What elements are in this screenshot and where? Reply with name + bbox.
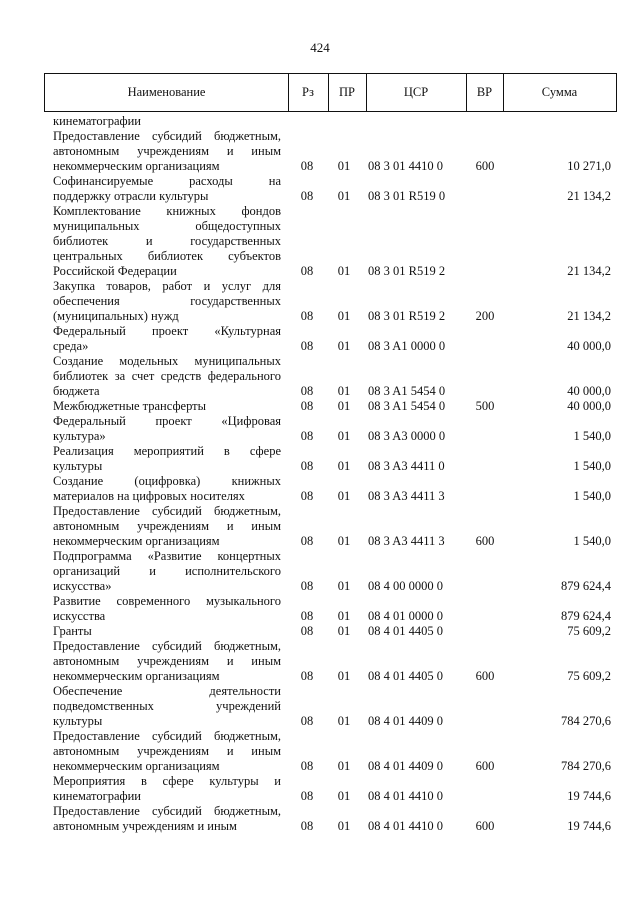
row-name-line: библиотек за счет средств федерального xyxy=(53,369,281,383)
row-name xyxy=(53,354,281,399)
row-rz: 08 xyxy=(300,429,314,443)
row-name-line: Закупка товаров, работ и услуг для xyxy=(53,279,281,293)
row-name xyxy=(53,444,281,474)
row-csr: 08 3 01 R519 2 xyxy=(368,264,446,278)
row-rz: 08 xyxy=(300,339,314,353)
row-csr: 08 3 A3 4411 3 xyxy=(368,489,445,503)
table-row xyxy=(0,174,640,204)
row-pr: 01 xyxy=(337,189,351,203)
row-rz: 08 xyxy=(300,489,314,503)
row-csr: 08 3 A3 4411 3 xyxy=(368,534,445,548)
row-name-line: Предоставление субсидий бюджетным, xyxy=(53,129,281,143)
table-row xyxy=(0,549,640,594)
table-row xyxy=(0,354,640,399)
row-rz: 08 xyxy=(300,714,314,728)
row-vr: 200 xyxy=(475,309,495,323)
row-vr: 600 xyxy=(475,669,495,683)
row-name-line: Мероприятия в сфере культуры и xyxy=(53,774,281,788)
row-name-line: культуры xyxy=(53,459,103,473)
row-name xyxy=(53,804,281,834)
row-vr: 600 xyxy=(475,759,495,773)
row-name xyxy=(53,474,281,504)
row-pr: 01 xyxy=(337,159,351,173)
row-pr: 01 xyxy=(337,459,351,473)
row-name xyxy=(53,414,281,444)
row-name-line: Реализация мероприятий в сфере xyxy=(53,444,281,458)
row-rz: 08 xyxy=(300,384,314,398)
row-csr: 08 3 A1 5454 0 xyxy=(368,384,446,398)
row-pr: 01 xyxy=(337,789,351,803)
table-row xyxy=(0,129,640,174)
page-number: 424 xyxy=(310,40,330,55)
row-name-line: материалов на цифровых носителях xyxy=(53,489,245,503)
row-rz: 08 xyxy=(300,669,314,683)
row-sum: 1 540,0 xyxy=(573,534,611,548)
row-name-line: Российской Федерации xyxy=(53,264,177,278)
column-header-name: Наименование xyxy=(45,74,289,111)
row-name-line: автономным учреждениям и иным xyxy=(53,144,281,158)
column-header-pr: ПР xyxy=(328,74,367,111)
row-name-line: искусства» xyxy=(53,579,112,593)
table-row xyxy=(0,684,640,729)
row-name-line: подведомственных учреждений xyxy=(53,699,281,713)
table-row xyxy=(0,204,640,279)
row-pr: 01 xyxy=(337,819,351,833)
row-name-line: Предоставление субсидий бюджетным, xyxy=(53,504,281,518)
row-pr: 01 xyxy=(337,309,351,323)
row-name-line: автономным учреждениям и иным xyxy=(53,744,281,758)
row-csr: 08 3 A3 0000 0 xyxy=(368,429,446,443)
row-name-line: автономным учреждениям и иным xyxy=(53,519,281,533)
row-name-line: Софинансируемые расходы на xyxy=(53,174,281,188)
row-sum: 1 540,0 xyxy=(573,459,611,473)
row-name-line: (муниципальных) нужд xyxy=(53,309,179,323)
row-name-line: Предоставление субсидий бюджетным, xyxy=(53,729,281,743)
row-name xyxy=(53,549,281,594)
table-row xyxy=(0,399,640,414)
table-row xyxy=(0,639,640,684)
row-name-line: бюджета xyxy=(53,384,100,398)
row-vr: 600 xyxy=(475,159,495,173)
row-name-line: кинематографии xyxy=(53,114,142,128)
table-row xyxy=(0,324,640,354)
row-pr: 01 xyxy=(337,489,351,503)
row-name-line: Создание модельных муниципальных xyxy=(53,354,281,368)
row-csr: 08 4 01 4405 0 xyxy=(368,624,443,638)
row-sum: 40 000,0 xyxy=(567,339,611,353)
row-pr: 01 xyxy=(337,624,351,638)
row-rz: 08 xyxy=(300,819,314,833)
row-sum: 40 000,0 xyxy=(567,384,611,398)
row-csr: 08 3 A1 5454 0 xyxy=(368,399,446,413)
row-name-line: некоммерческим организациям xyxy=(53,534,220,548)
row-name xyxy=(53,399,281,414)
row-rz: 08 xyxy=(300,534,314,548)
row-pr: 01 xyxy=(337,429,351,443)
row-name-line: некоммерческим организациям xyxy=(53,669,220,683)
table-row xyxy=(0,474,640,504)
row-pr: 01 xyxy=(337,384,351,398)
row-name-line: организаций и исполнительского xyxy=(53,564,281,578)
table-row xyxy=(0,624,640,639)
table-row xyxy=(0,774,640,804)
row-name-line: некоммерческим организациям xyxy=(53,759,220,773)
row-name xyxy=(53,279,281,324)
row-rz: 08 xyxy=(300,399,314,413)
table-row xyxy=(0,504,640,549)
row-rz: 08 xyxy=(300,159,314,173)
row-rz: 08 xyxy=(300,609,314,623)
row-vr: 600 xyxy=(475,534,495,548)
row-name xyxy=(53,129,281,174)
row-name-line: среда» xyxy=(53,339,89,353)
row-name-line: Предоставление субсидий бюджетным, xyxy=(53,804,281,818)
row-name-line: обеспечения государственных xyxy=(53,294,281,308)
row-csr: 08 3 A3 4411 0 xyxy=(368,459,445,473)
row-sum: 784 270,6 xyxy=(561,714,611,728)
row-name-line: Комплектование книжных фондов xyxy=(53,204,281,218)
row-pr: 01 xyxy=(337,759,351,773)
row-name-line: автономным учреждениям и иным xyxy=(53,654,281,668)
row-pr: 01 xyxy=(337,669,351,683)
row-name xyxy=(53,324,281,354)
row-csr: 08 3 01 R519 0 xyxy=(368,189,446,203)
row-vr: 500 xyxy=(475,399,495,413)
row-pr: 01 xyxy=(337,579,351,593)
column-header-rz: Рз xyxy=(288,74,329,111)
row-rz: 08 xyxy=(300,579,314,593)
row-rz: 08 xyxy=(300,624,314,638)
row-rz: 08 xyxy=(300,264,314,278)
row-name-line: культура» xyxy=(53,429,106,443)
row-sum: 40 000,0 xyxy=(567,399,611,413)
row-name-line: Развитие современного музыкального xyxy=(53,594,281,608)
row-name-line: центральных библиотек субъектов xyxy=(53,249,281,263)
row-pr: 01 xyxy=(337,714,351,728)
row-sum: 1 540,0 xyxy=(573,429,611,443)
row-name-line: искусства xyxy=(53,609,106,623)
row-name-line: Предоставление субсидий бюджетным, xyxy=(53,639,281,653)
row-csr: 08 4 01 0000 0 xyxy=(368,609,443,623)
row-name-line: культуры xyxy=(53,714,103,728)
row-csr: 08 4 01 4409 0 xyxy=(368,759,443,773)
row-name xyxy=(53,639,281,684)
row-pr: 01 xyxy=(337,399,351,413)
row-name-line: Федеральный проект «Культурная xyxy=(53,324,281,338)
row-name xyxy=(53,624,281,639)
row-sum: 19 744,6 xyxy=(567,819,611,833)
table-row xyxy=(0,114,640,129)
row-sum: 784 270,6 xyxy=(561,759,611,773)
row-rz: 08 xyxy=(300,759,314,773)
column-header-csr: ЦСР xyxy=(366,74,467,111)
row-name-line: кинематографии xyxy=(53,789,142,803)
table-row xyxy=(0,804,640,834)
row-sum: 10 271,0 xyxy=(567,159,611,173)
row-name xyxy=(53,204,281,279)
row-sum: 1 540,0 xyxy=(573,489,611,503)
row-name-line: Федеральный проект «Цифровая xyxy=(53,414,281,428)
row-pr: 01 xyxy=(337,609,351,623)
row-name-line: поддержку отрасли культуры xyxy=(53,189,209,203)
row-rz: 08 xyxy=(300,309,314,323)
table-row xyxy=(0,729,640,774)
table-row xyxy=(0,444,640,474)
table-row xyxy=(0,279,640,324)
row-sum: 75 609,2 xyxy=(567,669,611,683)
row-csr: 08 4 01 4410 0 xyxy=(368,789,443,803)
row-csr: 08 4 00 0000 0 xyxy=(368,579,443,593)
row-pr: 01 xyxy=(337,339,351,353)
row-csr: 08 3 A1 0000 0 xyxy=(368,339,446,353)
row-name xyxy=(53,774,281,804)
row-name-line: библиотек и государственных xyxy=(53,234,281,248)
table-row xyxy=(0,594,640,624)
row-pr: 01 xyxy=(337,264,351,278)
row-rz: 08 xyxy=(300,189,314,203)
row-csr: 08 3 01 R519 2 xyxy=(368,309,446,323)
row-name-line: Обеспечение деятельности xyxy=(53,684,281,698)
row-sum: 21 134,2 xyxy=(567,264,611,278)
column-header-vr: ВР xyxy=(466,74,504,111)
row-name-line: Гранты xyxy=(53,624,92,638)
row-sum: 21 134,2 xyxy=(567,309,611,323)
row-csr: 08 4 01 4410 0 xyxy=(368,819,443,833)
row-vr: 600 xyxy=(475,819,495,833)
row-csr: 08 3 01 4410 0 xyxy=(368,159,443,173)
table-row xyxy=(0,414,640,444)
row-name-line: Создание (оцифровка) книжных xyxy=(53,474,281,488)
row-name-line: некоммерческим организациям xyxy=(53,159,220,173)
row-name-line: Межбюджетные трансферты xyxy=(53,399,207,413)
row-sum: 75 609,2 xyxy=(567,624,611,638)
row-name xyxy=(53,729,281,774)
row-name xyxy=(53,684,281,729)
row-sum: 879 624,4 xyxy=(561,579,611,593)
column-header-sum: Сумма xyxy=(541,85,578,99)
row-name xyxy=(53,114,281,129)
row-rz: 08 xyxy=(300,459,314,473)
row-name xyxy=(53,174,281,204)
row-csr: 08 4 01 4405 0 xyxy=(368,669,443,683)
row-name-line: муниципальных общедоступных xyxy=(53,219,281,233)
row-sum: 19 744,6 xyxy=(567,789,611,803)
row-name xyxy=(53,594,281,624)
row-name-line: Подпрограмма «Развитие концертных xyxy=(53,549,281,563)
row-rz: 08 xyxy=(300,789,314,803)
row-name-line: автономным учреждениям и иным xyxy=(53,819,237,833)
row-pr: 01 xyxy=(337,534,351,548)
row-csr: 08 4 01 4409 0 xyxy=(368,714,443,728)
row-name xyxy=(53,504,281,549)
table-header xyxy=(44,73,617,112)
row-sum: 879 624,4 xyxy=(561,609,611,623)
row-sum: 21 134,2 xyxy=(567,189,611,203)
